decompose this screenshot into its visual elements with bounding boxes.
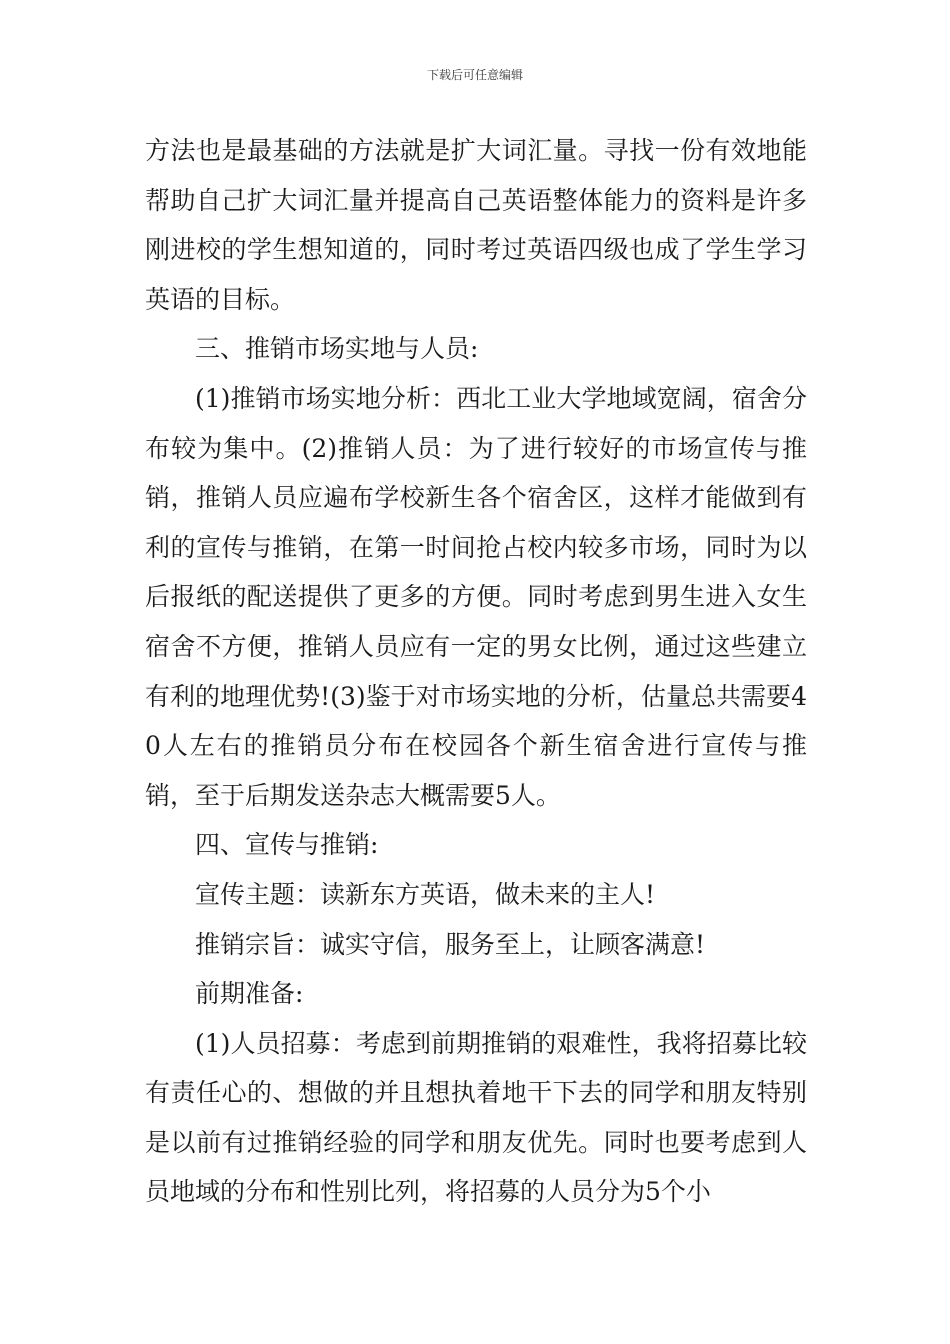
section-heading-3: 三、推销市场实地与人员: — [195, 334, 479, 364]
paragraph-recruitment: (1)人员招募：考虑到前期推销的艰难性，我将招募比较有责任心的、想做的并且想执着地干下去的同学和朋友特别是以前有过推销经验的同学和朋友优先。同时也要考虑到人员地域的分布和性别比列，将招募的人员分为5个小 — [145, 1028, 807, 1207]
document-body — [145, 126, 807, 1217]
paragraph-market-analysis: (1)推销市场实地分析：西北工业大学地域宽阔，宿舍分布较为集中。(2)推销人员：为了进行较好的市场宣传与推销，推销人员应遍布学校新生各个宿舍区，这样才能做到有利的宣传与推销，在第一时间抢占校内较多市场，同时为以后报纸的配送提供了更多的方便。同时考虑到男生进入女生宿舍不方便，推销人员应有一定的男女比例，通过这些建立有利的地理优势!(3)鉴于对市场实地的分析，估量总共需要40人左右的推销员分布在校园各个新生宿舍进行宣传与推销，至于后期发送杂志大概需要5人。 — [145, 383, 807, 810]
paragraph-1: 方法也是最基础的方法就是扩大词汇量。寻找一份有效地能帮助自己扩大词汇量并提高自己英语整体能力的资料是许多刚进校的学生想知道的，同时考过英语四级也成了学生学习英语的目标。 — [145, 136, 807, 314]
paragraph-purpose: 推销宗旨：诚实守信，服务至上，让顾客满意! — [195, 929, 706, 959]
page-header: 下载后可任意编辑 — [426, 68, 523, 82]
section-heading-4: 四、宣传与推销: — [195, 830, 379, 860]
paragraph-theme: 宣传主题：读新东方英语，做未来的主人! — [195, 879, 656, 909]
paragraph-preparation: 前期准备: — [195, 979, 304, 1009]
